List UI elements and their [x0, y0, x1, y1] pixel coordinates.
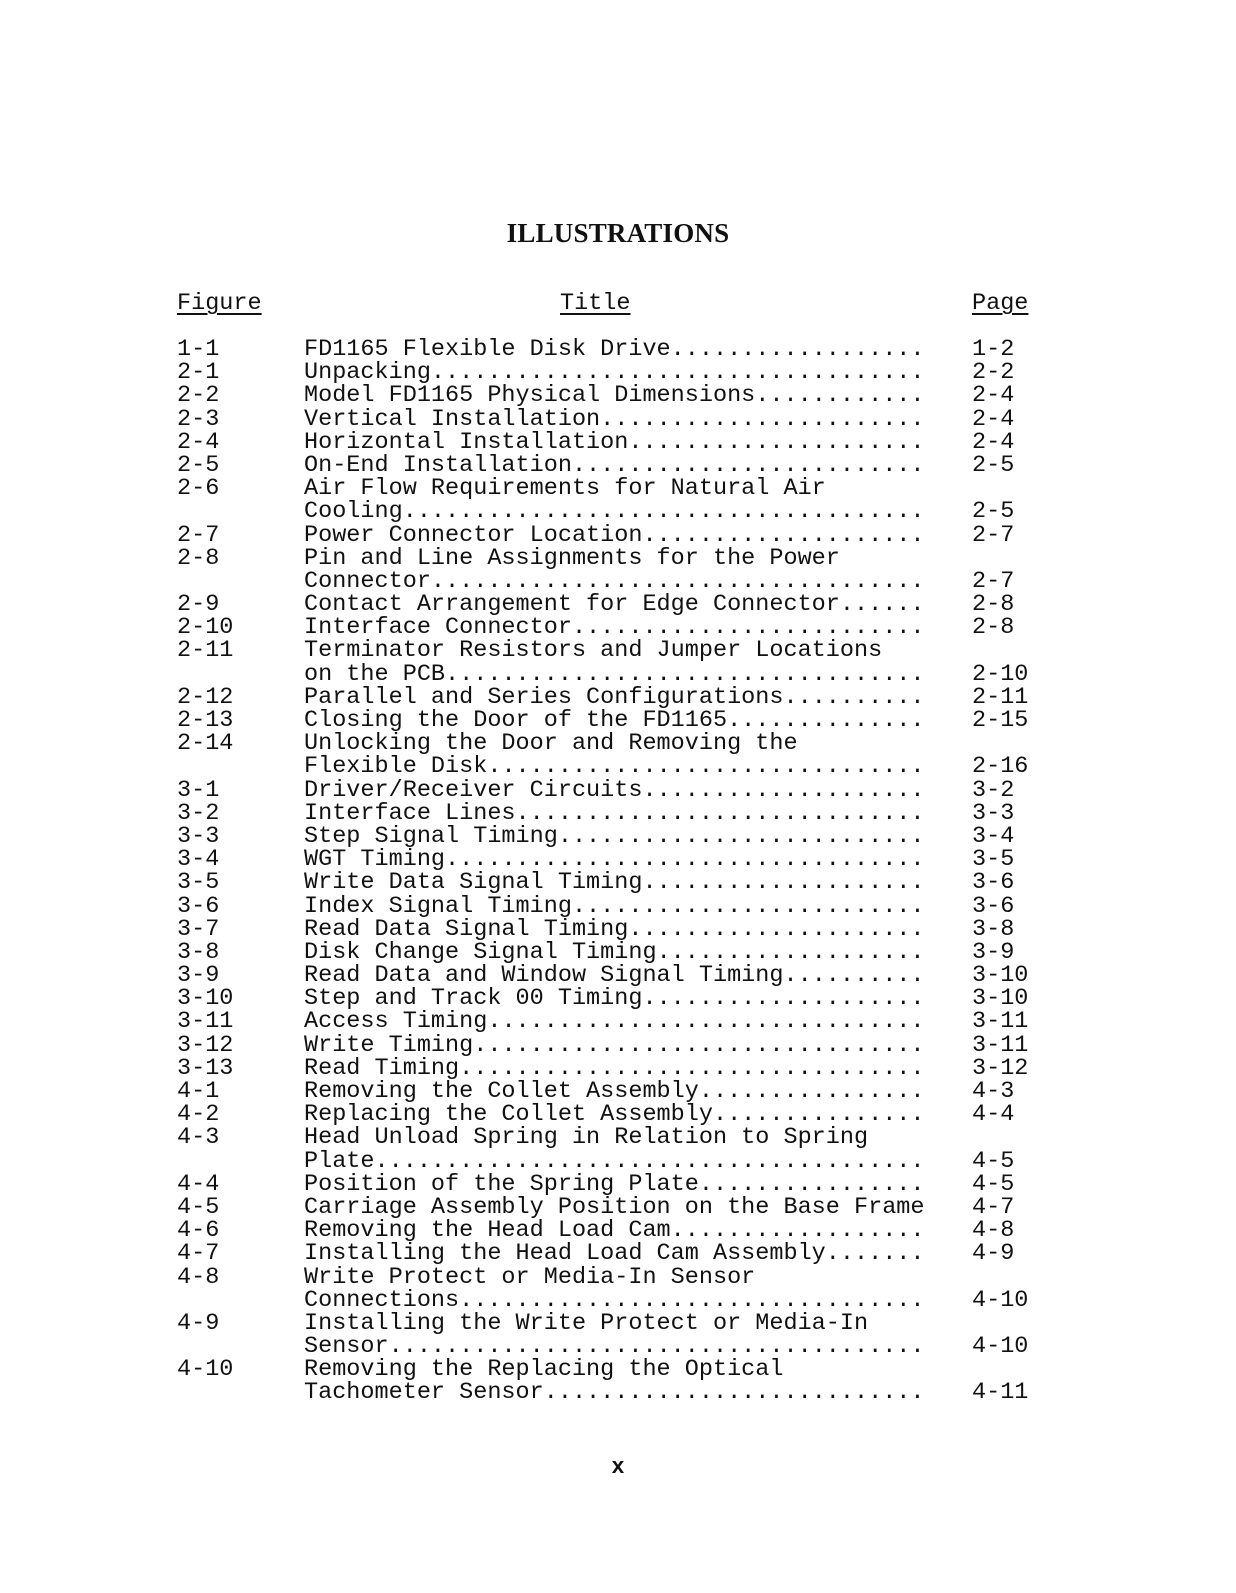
illustration-entry — [0, 591, 1236, 619]
figure-number: 3-6 — [177, 892, 220, 920]
page-reference: 4-11 — [972, 1379, 1029, 1407]
figure-number: 2-14 — [177, 730, 234, 758]
figure-number: 4-2 — [177, 1101, 220, 1129]
illustration-entry — [0, 1193, 1236, 1221]
entry-line — [0, 498, 1236, 526]
column-header-page: Page — [972, 290, 1029, 317]
page-reference: 2-15 — [972, 707, 1029, 734]
entry-line — [0, 1147, 1236, 1175]
figure-title: Tachometer Sensor ..... — [304, 1381, 928, 1404]
figure-number: 4-6 — [177, 1217, 220, 1245]
figure-number: 2-1 — [177, 359, 220, 387]
figure-title: Installing the Head Load Cam Assembly ..... — [304, 1242, 928, 1265]
entry-line — [0, 1170, 1236, 1198]
illustration-entry — [0, 822, 1236, 850]
entry-line — [0, 1379, 1236, 1407]
page-reference: 4-9 — [972, 1240, 1015, 1268]
figure-title: Read Timing ..... — [304, 1057, 928, 1080]
entry-line — [0, 846, 1236, 874]
figure-title: Removing the Collet Assembly ..... — [304, 1080, 928, 1103]
illustration-entry — [0, 1170, 1236, 1198]
figure-title: Position of the Spring Plate ..... — [304, 1173, 928, 1196]
entry-line — [0, 451, 1236, 479]
illustration-entry — [0, 1101, 1236, 1129]
figure-title: Flexible Disk ..... — [304, 755, 928, 778]
figure-number: 3-1 — [177, 776, 220, 804]
page-reference: 4-7 — [972, 1193, 1015, 1221]
page-reference: 3-5 — [972, 846, 1015, 874]
figure-title: Write Data Signal Timing ..... — [304, 871, 928, 894]
page-reference: 3-3 — [972, 799, 1015, 827]
figure-title: On-End Installation ..... — [304, 454, 928, 477]
figure-number: 2-2 — [177, 382, 220, 410]
entry-line — [0, 730, 1236, 758]
figure-title: Access Timing ..... — [304, 1010, 928, 1033]
page-title: ILLUSTRATIONS — [506, 218, 730, 248]
entry-line — [0, 1193, 1236, 1221]
entry-line — [0, 985, 1236, 1013]
entry-line — [0, 892, 1236, 920]
illustration-entry — [0, 985, 1236, 1013]
figure-title: Plate ..... — [304, 1150, 928, 1173]
figure-number: 3-5 — [177, 869, 220, 897]
figure-number: 2-8 — [177, 544, 220, 572]
column-header-title: Title — [560, 290, 631, 317]
figure-title: Interface Lines ..... — [304, 802, 928, 825]
figure-title: Cooling ..... — [304, 500, 928, 523]
entry-line — [0, 359, 1236, 387]
page-reference: 1-2 — [972, 336, 1015, 363]
illustration-entry — [0, 451, 1236, 479]
figure-title: on the PCB ..... — [304, 663, 928, 686]
figure-number: 3-12 — [177, 1031, 234, 1059]
figure-title: Replacing the Collet Assembly ..... — [304, 1103, 928, 1126]
figure-title: Step Signal Timing ..... — [304, 825, 928, 848]
entry-line — [0, 709, 1236, 732]
page-reference: 2-7 — [972, 521, 1015, 549]
illustration-entry — [0, 405, 1236, 433]
figure-title: Removing the Head Load Cam ..... — [304, 1219, 928, 1242]
page-reference: 2-8 — [972, 614, 1015, 642]
figure-number: 3-9 — [177, 962, 220, 990]
entry-line — [0, 1101, 1236, 1129]
illustration-entry — [0, 730, 1236, 781]
page-reference: 2-7 — [972, 567, 1015, 595]
figure-number: 4-3 — [177, 1124, 220, 1152]
illustration-entry — [0, 428, 1236, 456]
figure-number: 2-9 — [177, 591, 220, 619]
figure-number: 3-11 — [177, 1008, 234, 1036]
illustration-entry — [0, 1008, 1236, 1036]
illustration-entry — [0, 776, 1236, 804]
figure-title: Step and Track 00 Timing ..... — [304, 987, 928, 1010]
illustration-entry — [0, 1217, 1236, 1245]
figure-number: 2-10 — [177, 614, 234, 642]
page-reference: 4-5 — [972, 1170, 1015, 1198]
entry-line — [0, 869, 1236, 897]
illustration-entry — [0, 338, 1236, 361]
figure-title: Read Data and Window Signal Timing ..... — [304, 964, 928, 987]
page-reference: 2-11 — [972, 683, 1029, 711]
page-reference: 2-2 — [972, 359, 1015, 387]
entry-line — [0, 938, 1236, 966]
figure-number: 3-4 — [177, 846, 220, 874]
page-reference: 4-3 — [972, 1078, 1015, 1105]
entry-line — [0, 683, 1236, 711]
page-reference: 3-11 — [972, 1008, 1029, 1036]
figure-number: 4-8 — [177, 1263, 220, 1291]
entry-line — [0, 1054, 1236, 1082]
page-reference: 3-10 — [972, 985, 1029, 1013]
figure-number: 3-10 — [177, 985, 234, 1013]
illustration-entry — [0, 915, 1236, 943]
figure-title: WGT Timing ..... — [304, 848, 928, 871]
entry-line — [0, 1217, 1236, 1245]
illustration-entry — [0, 521, 1236, 549]
figure-number: 2-7 — [177, 521, 220, 549]
entry-line — [0, 591, 1236, 619]
figure-title: Write Timing ..... — [304, 1034, 928, 1057]
figure-title: Unlocking the Door and Removing the — [304, 732, 798, 756]
figure-title: Connector ..... — [304, 570, 928, 593]
figure-number: 3-13 — [177, 1054, 234, 1082]
entry-line — [0, 822, 1236, 850]
illustration-entry — [0, 1263, 1236, 1314]
entry-line — [0, 915, 1236, 943]
entry-line — [0, 521, 1236, 549]
page-reference: 3-12 — [972, 1054, 1029, 1082]
figure-title: Air Flow Requirements for Natural Air — [304, 477, 826, 501]
page-reference: 4-5 — [972, 1147, 1015, 1175]
figure-title: Pin and Line Assignments for the Power — [304, 546, 840, 570]
page-reference: 3-2 — [972, 776, 1015, 804]
entry-line — [0, 799, 1236, 827]
figure-title: Removing the Replacing the Optical — [304, 1358, 784, 1382]
figure-title: Contact Arrangement for Edge Connector ..... — [304, 593, 928, 616]
figure-title: Model FD1165 Physical Dimensions ..... — [304, 384, 928, 407]
figure-title: Terminator Resistors and Jumper Locations — [304, 639, 883, 663]
illustration-entry — [0, 1309, 1236, 1361]
figure-number: 4-9 — [177, 1309, 220, 1337]
figure-title: Head Unload Spring in Relation to Spring — [304, 1126, 869, 1150]
page-reference: 2-8 — [972, 591, 1015, 619]
figure-title: Vertical Installation ..... — [304, 408, 928, 431]
figure-number: 1-1 — [177, 336, 220, 363]
illustration-entry — [0, 475, 1236, 526]
entry-line — [0, 428, 1236, 456]
figure-number: 2-11 — [177, 637, 234, 665]
illustration-entry — [0, 637, 1236, 688]
figure-number: 4-10 — [177, 1356, 234, 1384]
figure-title: Carriage Assembly Position on the Base Frame ..... — [304, 1196, 928, 1219]
figure-number: 3-2 — [177, 799, 220, 827]
figure-number: 2-4 — [177, 428, 220, 456]
entry-line — [0, 1356, 1236, 1384]
entry-line — [0, 1008, 1236, 1036]
entry-line — [0, 962, 1236, 990]
page-number: x — [611, 1455, 625, 1480]
figure-number: 2-6 — [177, 475, 220, 503]
page-reference: 4-10 — [972, 1286, 1029, 1314]
figure-title: Installing the Write Protect or Media-In — [304, 1311, 869, 1336]
page-reference: 3-9 — [972, 938, 1015, 966]
illustration-entry — [0, 382, 1236, 410]
page-reference: 4-8 — [972, 1217, 1015, 1245]
figure-title: Horizontal Installation ..... — [304, 431, 928, 454]
entry-line — [0, 753, 1236, 781]
entry-line — [0, 475, 1236, 503]
figure-title: Write Protect or Media-In Sensor — [304, 1265, 756, 1289]
figure-number: 4-7 — [177, 1240, 220, 1268]
page-reference: 3-11 — [972, 1031, 1029, 1059]
page-reference: 3-4 — [972, 822, 1015, 850]
figure-number: 4-4 — [177, 1170, 220, 1198]
illustration-entry — [0, 1031, 1236, 1059]
entry-line — [0, 1080, 1236, 1103]
figure-number: 4-5 — [177, 1193, 220, 1221]
entry-line — [0, 1240, 1236, 1268]
figure-number: 4-1 — [177, 1078, 220, 1105]
figure-title: Driver/Receiver Circuits ..... — [304, 779, 928, 802]
figure-title: Parallel and Series Configurations ..... — [304, 686, 928, 709]
entry-line — [0, 405, 1236, 433]
figure-number: 3-7 — [177, 915, 220, 943]
figure-title: Interface Connector ..... — [304, 616, 928, 639]
illustration-entry — [0, 544, 1236, 595]
figure-title: Unpacking ..... — [304, 361, 928, 384]
page-reference: 2-5 — [972, 498, 1015, 526]
page-reference: 3-6 — [972, 892, 1015, 920]
figure-number: 3-3 — [177, 822, 220, 850]
figure-title: Read Data Signal Timing ..... — [304, 918, 928, 941]
illustration-entry — [0, 683, 1236, 711]
illustration-entry — [0, 846, 1236, 874]
illustration-entry — [0, 1124, 1236, 1175]
page-reference: 2-4 — [972, 382, 1015, 410]
column-header-figure: Figure — [177, 290, 262, 317]
figure-title: Power Connector Location ..... — [304, 524, 928, 547]
figure-number: 2-3 — [177, 405, 220, 433]
page-reference: 2-4 — [972, 428, 1015, 456]
figure-number: 2-5 — [177, 451, 220, 479]
entry-line — [0, 660, 1236, 688]
illustration-entry — [0, 359, 1236, 387]
figure-title: Sensor ..... — [304, 1335, 928, 1358]
illustration-entry — [0, 892, 1236, 920]
illustration-list — [0, 338, 1236, 1405]
page-reference: 2-5 — [972, 451, 1015, 479]
illustration-entry — [0, 962, 1236, 990]
entry-line — [0, 637, 1236, 665]
figure-number: 2-13 — [177, 707, 234, 734]
illustration-entry — [0, 799, 1236, 827]
entry-line — [0, 1286, 1236, 1314]
illustration-entry — [0, 869, 1236, 897]
figure-number: 3-8 — [177, 938, 220, 966]
page-reference: 2-10 — [972, 660, 1029, 688]
entry-line — [0, 1031, 1236, 1059]
entry-line — [0, 1333, 1236, 1361]
figure-title: FD1165 Flexible Disk Drive ..... — [304, 338, 928, 361]
page-reference: 3-8 — [972, 915, 1015, 943]
illustration-entry — [0, 938, 1236, 966]
illustration-entry — [0, 1080, 1236, 1103]
page-reference: 3-6 — [972, 869, 1015, 897]
page-reference: 4-4 — [972, 1101, 1015, 1129]
figure-title: Disk Change Signal Timing ..... — [304, 941, 928, 964]
illustration-entry — [0, 1240, 1236, 1268]
entry-line — [0, 614, 1236, 642]
figure-number: 2-12 — [177, 683, 234, 711]
page-reference: 4-10 — [972, 1333, 1029, 1361]
illustration-entry — [0, 709, 1236, 732]
illustration-entry — [0, 1356, 1236, 1407]
entry-line — [0, 567, 1236, 595]
page-reference: 3-10 — [972, 962, 1029, 990]
entry-line — [0, 776, 1236, 804]
figure-title: Closing the Door of the FD1165 ..... — [304, 709, 928, 732]
page-reference: 2-16 — [972, 753, 1029, 781]
entry-line — [0, 1263, 1236, 1291]
entry-line — [0, 1309, 1236, 1337]
figure-title: Connections ..... — [304, 1289, 928, 1312]
illustration-entry — [0, 1054, 1236, 1082]
entry-line — [0, 544, 1236, 572]
entry-line — [0, 1124, 1236, 1152]
entry-line — [0, 338, 1236, 361]
illustration-entry — [0, 614, 1236, 642]
figure-title: Index Signal Timing ..... — [304, 895, 928, 918]
entry-line — [0, 382, 1236, 410]
page-reference: 2-4 — [972, 405, 1015, 433]
